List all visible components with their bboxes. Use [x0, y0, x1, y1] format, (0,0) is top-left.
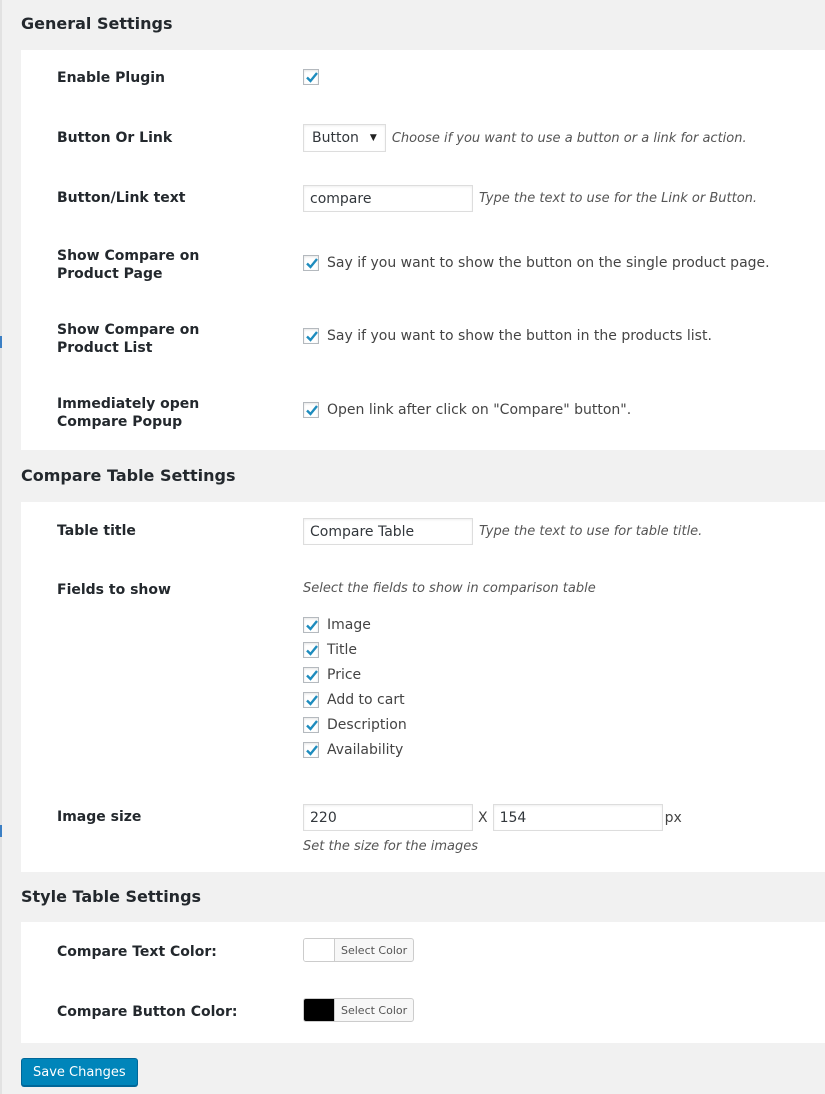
fields-to-show-description: Select the fields to show in comparison table: [303, 581, 596, 596]
general-settings-panel: [21, 50, 825, 450]
open-popup-text: Open link after click on "Compare" button".: [327, 402, 632, 418]
button-or-link-value: Button: [312, 130, 359, 146]
field-add-to-cart-checkbox[interactable]: [303, 692, 319, 708]
show-product-page-label: Show Compare on Product Page: [57, 248, 200, 282]
fields-checkbox-list: [303, 612, 407, 762]
show-product-list-label: Show Compare on Product List: [57, 322, 200, 356]
button-link-text-input[interactable]: compare: [303, 185, 473, 212]
show-product-list-text: Say if you want to show the button in the products list.: [327, 328, 712, 344]
section-title-general: General Settings: [21, 14, 173, 33]
compare-button-color-label: Compare Button Color:: [57, 1004, 238, 1020]
show-product-page-text: Say if you want to show the button on the single product page.: [327, 255, 770, 271]
section-title-style-table: Style Table Settings: [21, 887, 202, 906]
image-size-unit: px: [664, 809, 682, 826]
field-description-label: Description: [327, 716, 407, 733]
open-popup-checkbox[interactable]: [303, 402, 319, 418]
chevron-down-icon: ▼: [369, 133, 377, 143]
section-title-compare-table: Compare Table Settings: [21, 466, 236, 485]
table-title-description: Type the text to use for table title.: [479, 524, 703, 539]
field-image-checkbox[interactable]: [303, 617, 319, 633]
text-color-swatch: [304, 939, 335, 961]
enable-plugin-checkbox[interactable]: [303, 69, 319, 85]
field-item-price: [303, 662, 407, 687]
image-size-label: Image size: [57, 809, 142, 825]
field-item-image: [303, 612, 407, 637]
compare-text-color-label: Compare Text Color:: [57, 944, 217, 960]
field-availability-label: Availability: [327, 741, 404, 758]
button-link-text-label: Button/Link text: [57, 190, 186, 206]
button-or-link-description: Choose if you want to use a button or a link for action.: [391, 130, 747, 146]
field-price-label: Price: [327, 666, 362, 683]
field-title-checkbox[interactable]: [303, 642, 319, 658]
button-link-text-description: Type the text to use for the Link or Button.: [479, 191, 758, 206]
compare-button-color-picker[interactable]: [303, 998, 414, 1022]
button-or-link-select[interactable]: [303, 124, 386, 152]
show-product-page-checkbox[interactable]: [303, 255, 319, 271]
field-item-title: [303, 637, 407, 662]
style-table-settings-panel: [21, 922, 825, 1043]
show-product-list-checkbox[interactable]: [303, 328, 319, 344]
open-popup-label: Immediately open Compare Popup: [57, 396, 200, 430]
field-availability-checkbox[interactable]: [303, 742, 319, 758]
text-color-select-button: Select Color: [341, 943, 408, 957]
edge-marker: [0, 825, 2, 837]
field-price-checkbox[interactable]: [303, 667, 319, 683]
image-size-separator: X: [478, 809, 488, 826]
field-add-to-cart-label: Add to cart: [327, 691, 405, 708]
image-height-input[interactable]: 154: [493, 804, 663, 831]
save-changes-button[interactable]: Save Changes: [21, 1058, 138, 1086]
field-description-checkbox[interactable]: [303, 717, 319, 733]
compare-text-color-picker[interactable]: [303, 938, 414, 962]
button-or-link-label: Button Or Link: [57, 130, 173, 146]
image-size-description: Set the size for the images: [303, 839, 479, 854]
table-title-label: Table title: [57, 523, 136, 539]
button-color-select-button: Select Color: [341, 1003, 408, 1017]
fields-to-show-label: Fields to show: [57, 582, 171, 598]
enable-plugin-label: Enable Plugin: [57, 70, 165, 86]
edge-marker: [0, 336, 2, 348]
field-item-description: [303, 712, 407, 737]
button-color-swatch: [304, 999, 335, 1021]
left-edge: [0, 0, 2, 1094]
compare-table-settings-panel: [21, 502, 825, 872]
table-title-input[interactable]: Compare Table: [303, 518, 473, 545]
field-item-availability: [303, 737, 407, 762]
field-item-add-to-cart: [303, 687, 407, 712]
field-title-label: Title: [327, 641, 358, 658]
image-width-input[interactable]: 220: [303, 804, 473, 831]
field-image-label: Image: [327, 616, 371, 633]
